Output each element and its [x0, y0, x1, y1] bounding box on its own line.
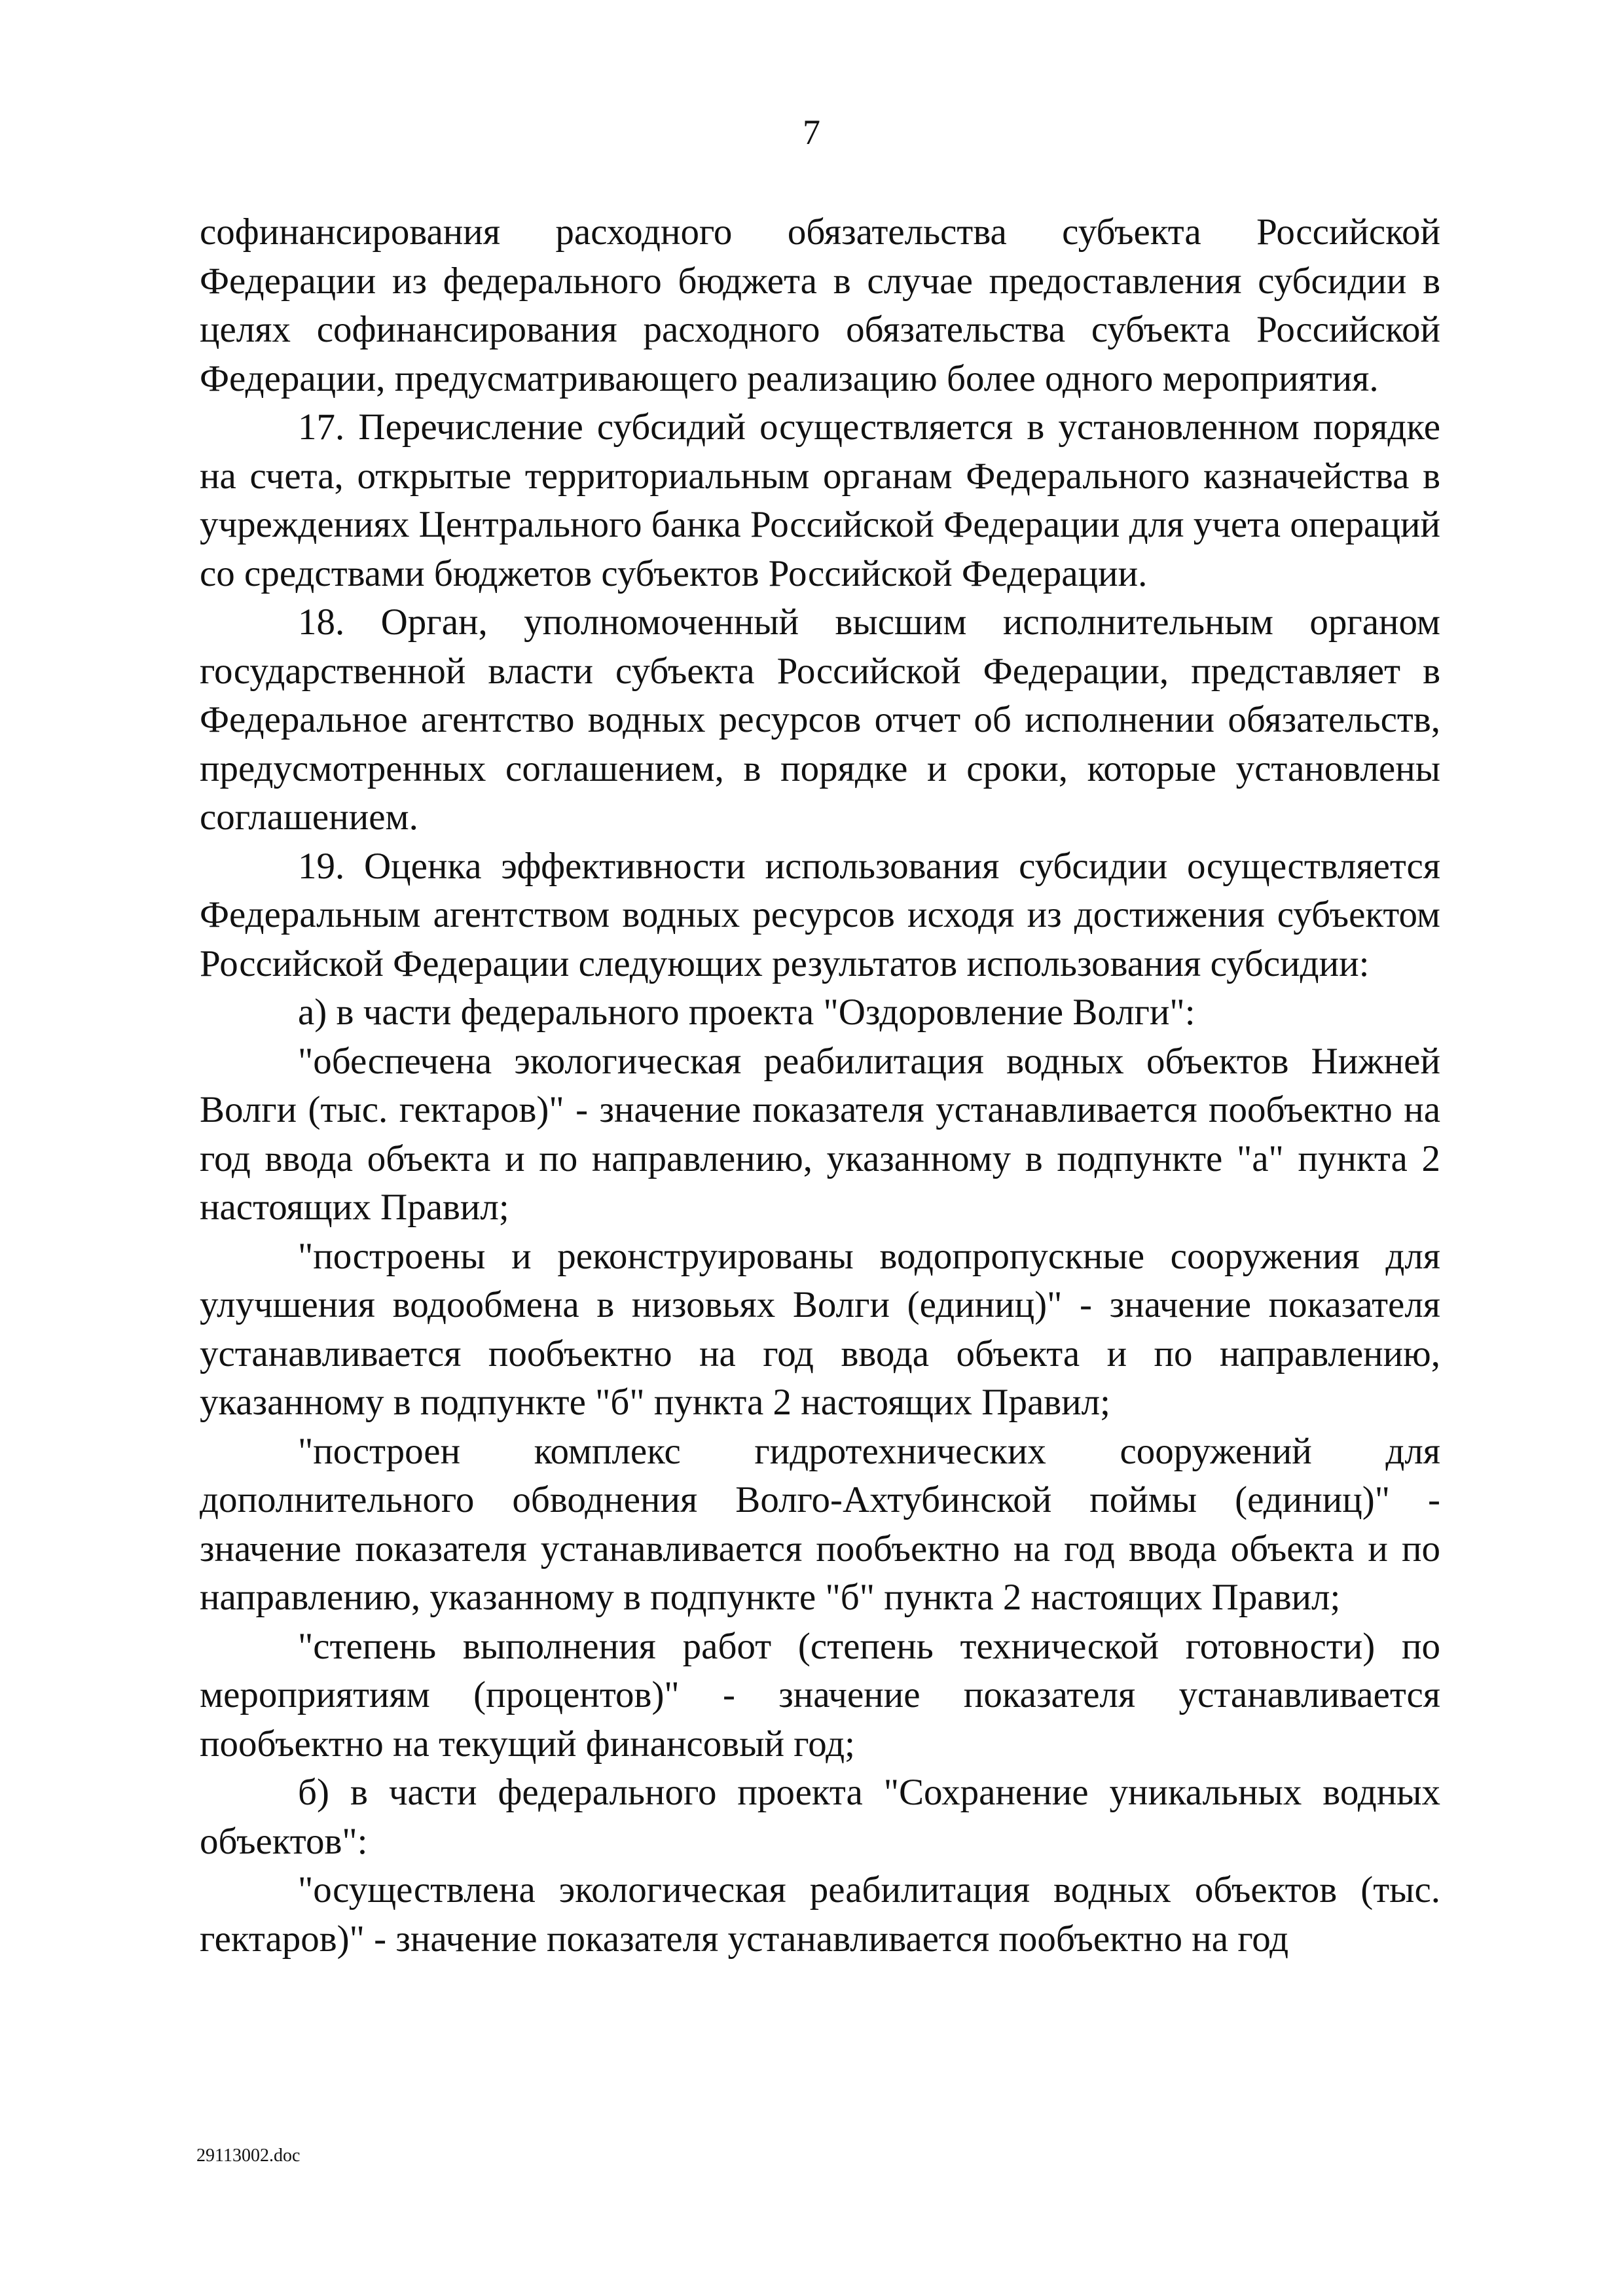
indicator-paragraph: "построены и реконструированы водопропускные сооружения для улучшения водообмена в низовьях Волги (единиц)" - значение показателя устанавливается пообъектно на год ввода объекта и по направлению, указанному в подпункте "б" пункта 2 настоящих Правил; — [200, 1235, 1440, 1423]
paragraph-item-17: 17. Перечисление субсидий осуществляется в установленном порядке на счета, открытые территориальным органам Федерального казначейства в учреждениях Центрального банка Российской Федерации для учета операций со средствами бюджетов субъектов Российской Федерации. — [200, 406, 1440, 594]
indicator-paragraph: "построен комплекс гидротехнических сооружений для дополнительного обводнения Волго-Ахтубинской поймы (единиц)" - значение показателя устанавливается пообъектно на год ввода объекта и по направлению, указанному в подпункте "б" пункта 2 настоящих Правил; — [200, 1430, 1440, 1618]
paragraph-item-18: 18. Орган, уполномоченный высшим исполнительным органом государственной власти субъекта Российской Федерации, представляет в Федеральное агентство водных ресурсов отчет об исполнении обязательств, предусмотренных соглашением, в порядке и сроки, которые установлены соглашением. — [200, 601, 1440, 838]
page-number: 7 — [803, 113, 820, 152]
indicator-paragraph: "осуществлена экологическая реабилитация водных объектов (тыс. гектаров)" - значение показателя устанавливается пообъектно на год — [200, 1869, 1440, 1960]
document-body — [200, 208, 1440, 1964]
indicator-paragraph: "обеспечена экологическая реабилитация водных объектов Нижней Волги (тыс. гектаров)" - значение показателя устанавливается пообъектно на год ввода объекта и по направлению, указанному в подпункте "а" пункта 2 настоящих Правил; — [200, 1040, 1440, 1228]
paragraph-item-19: 19. Оценка эффективности использования субсидии осуществляется Федеральным агентством водных ресурсов исходя из достижения субъектом Российской Федерации следующих результатов использования субсидии: — [200, 845, 1440, 984]
indicator-paragraph: "степень выполнения работ (степень технической готовности) по мероприятиям (процентов)" - значение показателя устанавливается пообъектно на текущий финансовый год; — [200, 1625, 1440, 1765]
paragraph-continuation: софинансирования расходного обязательства субъекта Российской Федерации из федерального бюджета в случае предоставления субсидии в целях софинансирования расходного обязательства субъекта Российской Федерации, предусматривающего реализацию более одного мероприятия. — [200, 211, 1440, 399]
subitem-a-heading: а) в части федерального проекта "Оздоровление Волги": — [298, 992, 1195, 1033]
subitem-b-heading: б) в части федерального проекта "Сохранение уникальных водных объектов": — [200, 1772, 1440, 1862]
footer-filename: 29113002.doc — [196, 2145, 301, 2166]
